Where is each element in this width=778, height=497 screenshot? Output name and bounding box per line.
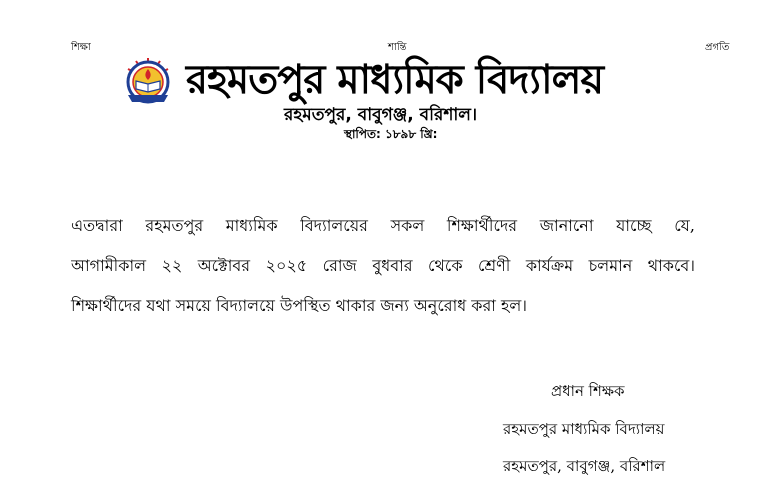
- school-address: রহমতপুর, বাবুগঞ্জ, বরিশাল।: [284, 105, 478, 125]
- school-name: রহমতপুর মাধ্যমিক বিদ্যালয়: [186, 57, 604, 103]
- signature-address: রহমতপুর, বাবুগঞ্জ, বরিশাল: [503, 457, 666, 475]
- school-emblem-icon: [122, 55, 174, 107]
- signature-title: প্রধান শিক্ষক: [551, 382, 625, 400]
- motto-education: শিক্ষা: [71, 42, 91, 53]
- notice-body: [71, 206, 695, 326]
- notice-line: শিক্ষার্থীদের যথা সময়ে বিদ্যালয়ে উপস্থিত থাকার জন্য অনুরোধ করা হল।: [71, 296, 528, 315]
- motto-progress: প্রগতি: [705, 42, 730, 53]
- established-year: স্থাপিত: ১৮৯৮ খ্রি:: [344, 127, 438, 141]
- signature-school: রহমতপুর মাধ্যমিক বিদ্যালয়: [503, 420, 665, 438]
- notice-line: এতদ্বারা রহমতপুর মাধ্যমিক বিদ্যালয়ের সকল শিক্ষার্থীদের জানানো যাচ্ছে যে,: [71, 216, 695, 235]
- motto-peace: শান্তি: [388, 42, 407, 53]
- notice-line: আগামীকাল ২২ অক্টোবর ২০২৫ রোজ বুধবার থেকে শ্রেণী কার্যক্রম চলমান থাকবে।: [71, 256, 695, 275]
